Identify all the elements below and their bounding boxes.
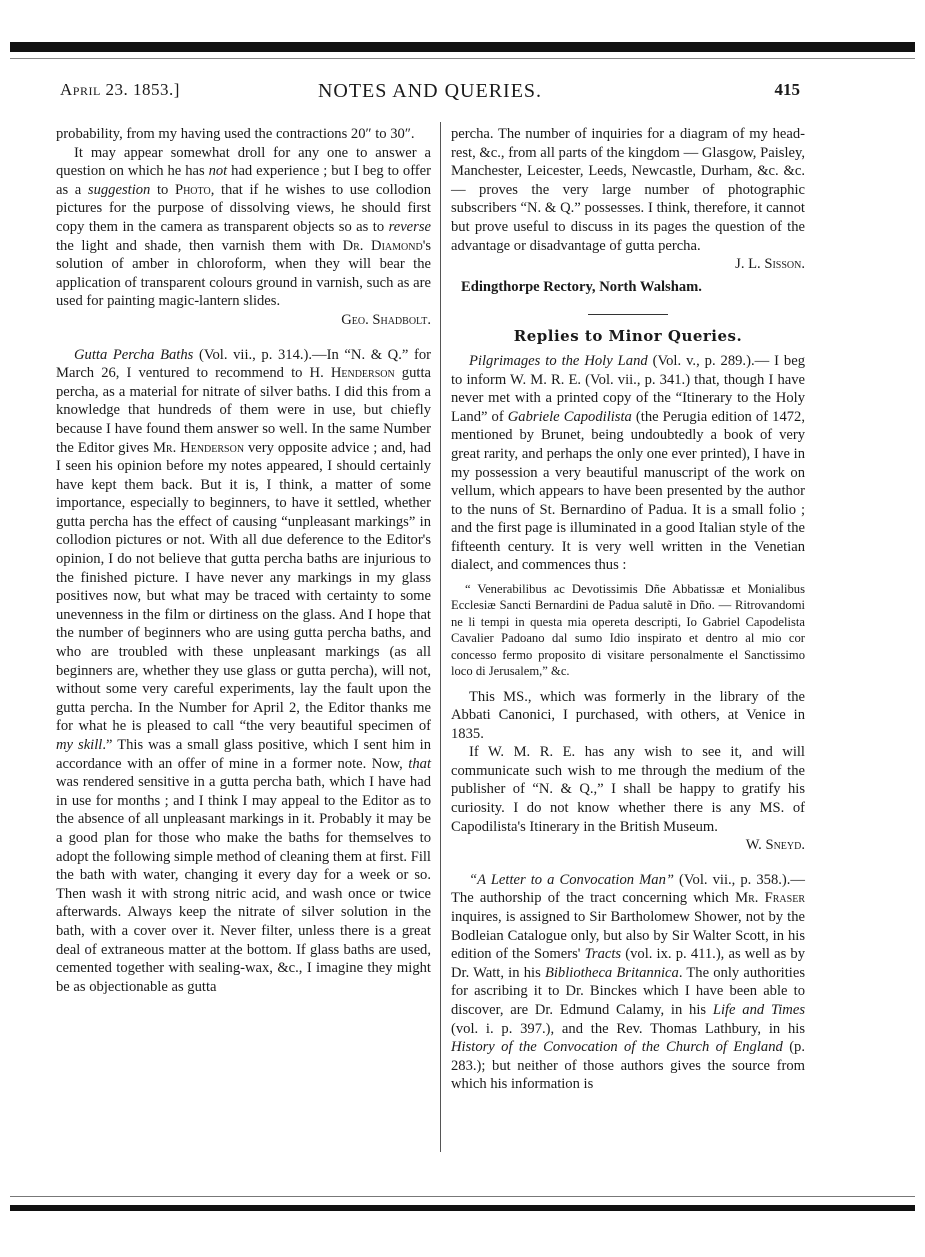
shadbolt-continuation: probability, from my having used the contractions 20″ to 30″. — [56, 126, 415, 142]
signature-sneyd: W. Sneyd. — [745, 837, 805, 854]
sisson-continuation: percha. The number of inquiries for a diagram of my head-rest, &c., from all parts of the kingdom — Glasgow, Paisley, Manchester, Leicester, Leeds, Newcastle, Durham, &c. &c. — proves the very large number of photographic subscribers “N. & Q.” possesses. I think, therefore, it cannot but prove useful to discuss in its pages the question of the advantage or disadvantage of gutta percha. — [451, 126, 805, 254]
bottom-rule — [10, 1205, 915, 1211]
right-column — [451, 125, 805, 1094]
signature-shadbolt: Geo. Shadbolt. — [341, 311, 431, 328]
header-date: April 23. 1853.] — [60, 80, 180, 99]
page-number: 415 — [774, 80, 800, 99]
left-column — [56, 125, 431, 996]
column-divider — [440, 122, 441, 1152]
section-heading: Replies to Minor Queries. — [513, 327, 743, 346]
gutta-percha-article: Gutta Percha Baths (Vol. vii., p. 314.).—In “N. & Q.” for March 26, I ventured to recommend to H. Henderson gutta percha, as a material for nitrate of silver baths. I did this from a knowledge that hundreds of them were in use, but chiefly because I have found them answer so well. In the same Number the Editor gives Mr. Henderson very opposite advice ; and, had I seen his opinion before my notes appeared, I should certainly have kept them back. But it is, I think, a matter of some importance, especially to beginners, to have it settled, whether gutta percha has the effect of causing “unpleasant markings” in collodion pictures or not. With all due deference to the Editor's opinion, I do not believe that gutta percha baths are injurious to the finished picture. I have never any markings in my glass positives now, but what may be traced with certainty to some unevenness in the film or dirtiness on the glass. And I hope that the number of beginners who are using gutta percha baths, and who are troubled with these unpleasant markings (as all beginners are, whether they use glass or gutta percha), will not, without some very careful experiments, lay the fault upon the gutta percha. In the Number for April 2, the Editor thanks me for what he is pleased to call “the very beautiful specimen of my skill.” This was a small glass positive, which I sent him in accordance with an offer of mine in a former note. Now, that was rendered sensitive in a gutta percha bath, which I have had in use for months ; and I think I may appeal to the Editor as to the absence of all unpleasant markings in it. Probably it may be a good plan for those who make the baths for themselves to adopt the following simple method of cleaning them at first. Fill the bath with water, changing it every day for a week or so. Then wash it with strong nitric acid, and wash once or twice afterwards. Always keep the nitrate of silver solution in the bath, with a cover over it. Never filter, unless there is a great deal of extraneous matter at the bottom. If glass baths are used, cemented together with sealing-wax, &c., I imagine they might be as objectionable as gutta — [56, 346, 431, 995]
signature-sisson: J. L. Sisson. — [735, 256, 805, 273]
shadbolt-paragraph: It may appear somewhat droll for any one to answer a question on which he has not had experience ; but I beg to offer as a suggestion to Photo, that if he wishes to use collodion pictures for the purpose of dissolving views, he should first copy them in the camera as transparent objects so as to reverse the light and shade, then varnish them with Dr. Diamond's solution of amber in chloroform, when they will bear the application of transparent colours ground in varnish, such as are used for painting magic-lantern slides. — [56, 144, 431, 310]
bottom-thin-rule — [10, 1196, 915, 1197]
ms-offer: If W. M. R. E. has any wish to see it, and will communicate such wish to me through the medium of the publisher of “N. & Q.,” I shall be happy to gratify his curiosity. I do not know whether there is any MS. of Capodilista's Itinerary in the British Museum. — [451, 744, 805, 835]
header-title: NOTES AND QUERIES. — [317, 80, 543, 102]
sisson-address: Edingthorpe Rectory, North Walsham. — [461, 278, 702, 295]
ms-provenance: This MS., which was formerly in the library of the Abbati Canonici, I purchased, with others, at Venice in 1835. — [451, 688, 805, 742]
top-thin-rule — [10, 58, 915, 59]
latin-quotation: “ Venerabilibus ac Devotissimis Dñe Abbatissæ et Monialibus Ecclesiæ Sancti Bernardini de Padua salutẽ in Dño. — Ritrovandomi ne li tempi in questa mia opereta descripti, Io Gabriel Capodelista Cavalier Padoano dal sumo Idio inspirato et dentro al mio cor concesso fermo proposito di visitare personalmente el Sanctissimo loco di Jerusalem,” &c. — [451, 582, 805, 679]
top-rule — [10, 42, 915, 52]
page-header — [60, 80, 800, 112]
pilgrimages-article: Pilgrimages to the Holy Land (Vol. v., p. 289.).— I beg to inform W. M. R. E. (Vol. vii., p. 341.) that, though I have never met with a printed copy of the “Itinerary to the Holy Land” of Gabriele Capodilista (the Perugia edition of 1472, mentioned by Brunet, being undoubtedly a book of very great rarity, and perhaps the only one ever printed), I have in my possession a very beautiful manuscript of the work on vellum, which appears to have been presented by the author to the nuns of St. Bernardino of Padua. It is a small folio ; and the first page is illuminated in a good Italian style of the fifteenth century. It is very well written in the Venetian dialect, and commences thus : — [451, 352, 805, 574]
convocation-article: “A Letter to a Convocation Man” (Vol. vii., p. 358.).—The authorship of the tract concerning which Mr. Fraser inquires, is assigned to Sir Bartholomew Shower, not by the Bodleian Catalogue only, but also by Sir Walter Scott, in his edition of the Somers' Tracts (vol. ix. p. 411.), as well as by Dr. Watt, in his Bibliotheca Britannica. The only authorities for ascribing it to Dr. Binckes which I have been able to discover, are Dr. Edmund Calamy, in his Life and Times (vol. i. p. 397.), and the Rev. Thomas Lathbury, in his History of the Convocation of the Church of England (p. 283.); but neither of those authors gives the source from which his information is — [451, 871, 806, 1093]
section-divider — [588, 314, 668, 315]
